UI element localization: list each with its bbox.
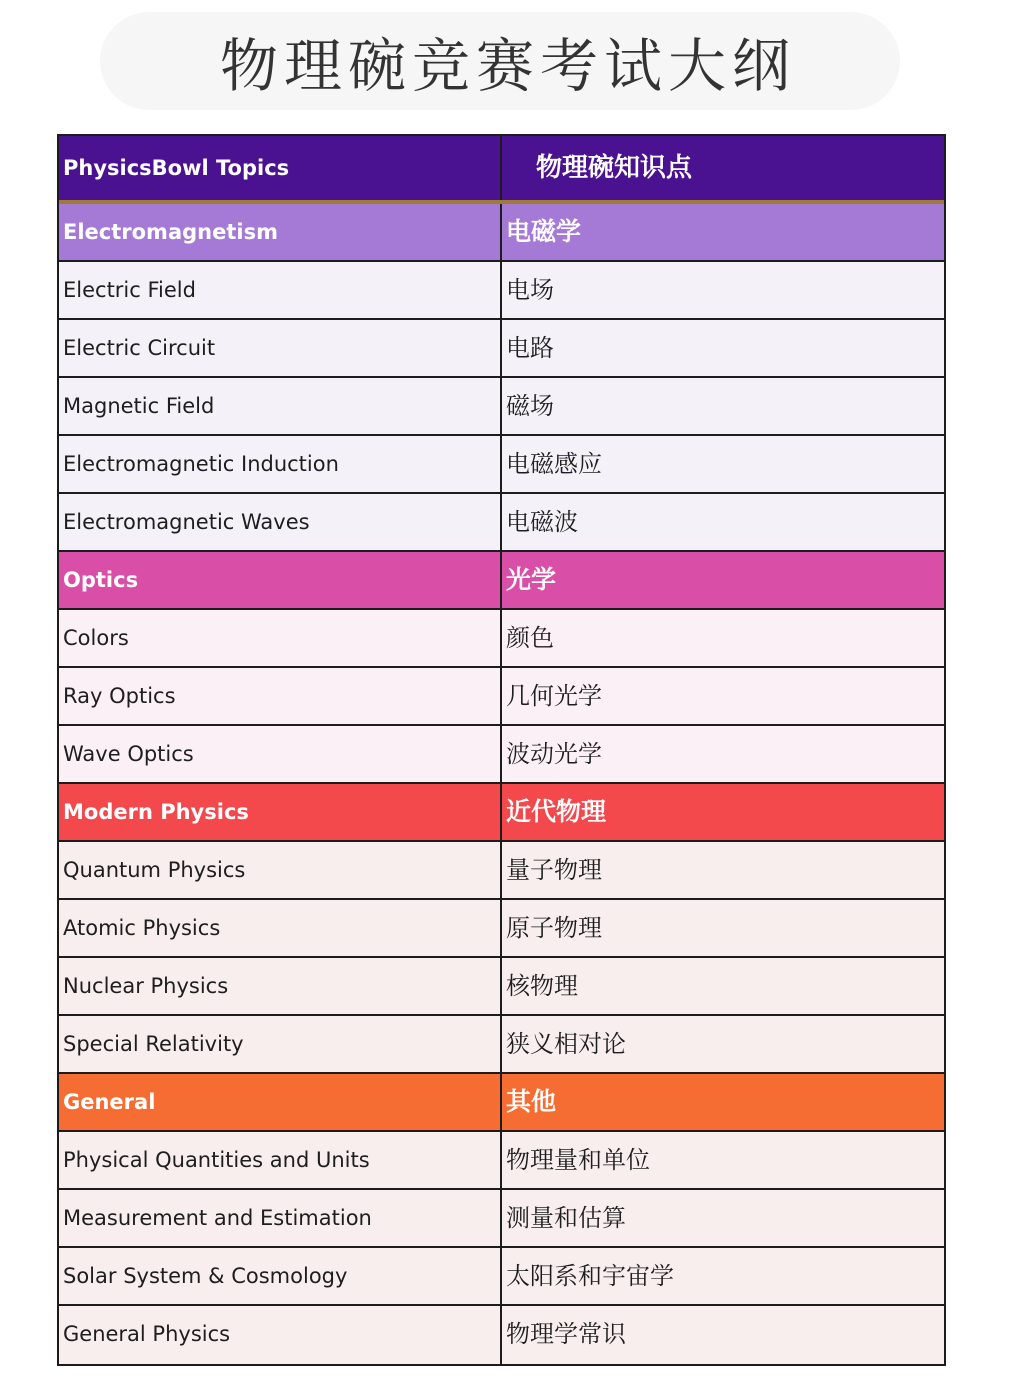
section-row-general: [59, 1074, 944, 1132]
topic-en: Nuclear Physics: [59, 958, 502, 1014]
table-row: [59, 320, 944, 378]
topic-en: Physical Quantities and Units: [59, 1132, 502, 1188]
topic-en: Measurement and Estimation: [59, 1190, 502, 1246]
section-row-electromagnetism: [59, 204, 944, 262]
table-row: [59, 610, 944, 668]
topic-zh: 波动光学: [506, 740, 602, 768]
table-header: [59, 136, 944, 204]
topic-en: Electromagnetic Waves: [59, 494, 502, 550]
table-row: [59, 900, 944, 958]
topic-en: Colors: [59, 610, 502, 666]
section-en: Optics: [59, 552, 502, 608]
topic-zh: 量子物理: [506, 856, 602, 884]
section-en: Electromagnetism: [59, 204, 502, 260]
section-zh: 光学: [506, 565, 557, 594]
topic-en: Magnetic Field: [59, 378, 502, 434]
topic-zh: 物理量和单位: [506, 1146, 650, 1174]
section-en: Modern Physics: [59, 784, 502, 840]
topic-en: Solar System & Cosmology: [59, 1248, 502, 1304]
topic-zh: 电路: [506, 334, 554, 362]
table-row: [59, 1190, 944, 1248]
topic-en: Special Relativity: [59, 1016, 502, 1072]
topic-zh: 测量和估算: [506, 1204, 626, 1232]
section-row-modern-physics: [59, 784, 944, 842]
table-row: [59, 494, 944, 552]
table-row: [59, 1306, 944, 1364]
table-row: [59, 958, 944, 1016]
header-en: PhysicsBowl Topics: [59, 136, 502, 200]
table-row: [59, 1248, 944, 1306]
header-zh: 物理碗知识点: [536, 153, 693, 183]
section-zh: 近代物理: [506, 797, 607, 826]
section-row-optics: [59, 552, 944, 610]
table-row: [59, 842, 944, 900]
topic-zh: 电磁感应: [506, 450, 602, 478]
topic-zh: 电磁波: [506, 508, 578, 536]
table-row: [59, 436, 944, 494]
syllabus-table: [57, 134, 946, 1366]
topic-zh: 几何光学: [506, 682, 602, 710]
topic-zh: 电场: [506, 276, 554, 304]
table-row: [59, 1132, 944, 1190]
topic-en: Electromagnetic Induction: [59, 436, 502, 492]
topic-zh: 原子物理: [506, 914, 602, 942]
topic-zh: 颜色: [506, 624, 554, 652]
section-en: General: [59, 1074, 502, 1130]
section-zh: 其他: [506, 1087, 557, 1116]
topic-en: Ray Optics: [59, 668, 502, 724]
table-row: [59, 726, 944, 784]
table-row: [59, 262, 944, 320]
table-row: [59, 668, 944, 726]
topic-zh: 核物理: [506, 972, 578, 1000]
table-row: [59, 1016, 944, 1074]
topic-en: Electric Field: [59, 262, 502, 318]
table-row: [59, 378, 944, 436]
topic-en: Wave Optics: [59, 726, 502, 782]
topic-en: General Physics: [59, 1306, 502, 1364]
topic-zh: 物理学常识: [506, 1320, 626, 1348]
topic-en: Quantum Physics: [59, 842, 502, 898]
section-zh: 电磁学: [506, 217, 582, 246]
topic-en: Electric Circuit: [59, 320, 502, 376]
topic-zh: 狭义相对论: [506, 1030, 626, 1058]
topic-zh: 太阳系和宇宙学: [506, 1262, 674, 1290]
topic-zh: 磁场: [506, 392, 554, 420]
topic-en: Atomic Physics: [59, 900, 502, 956]
page-title: 物理碗竞赛考试大纲: [219, 32, 796, 100]
